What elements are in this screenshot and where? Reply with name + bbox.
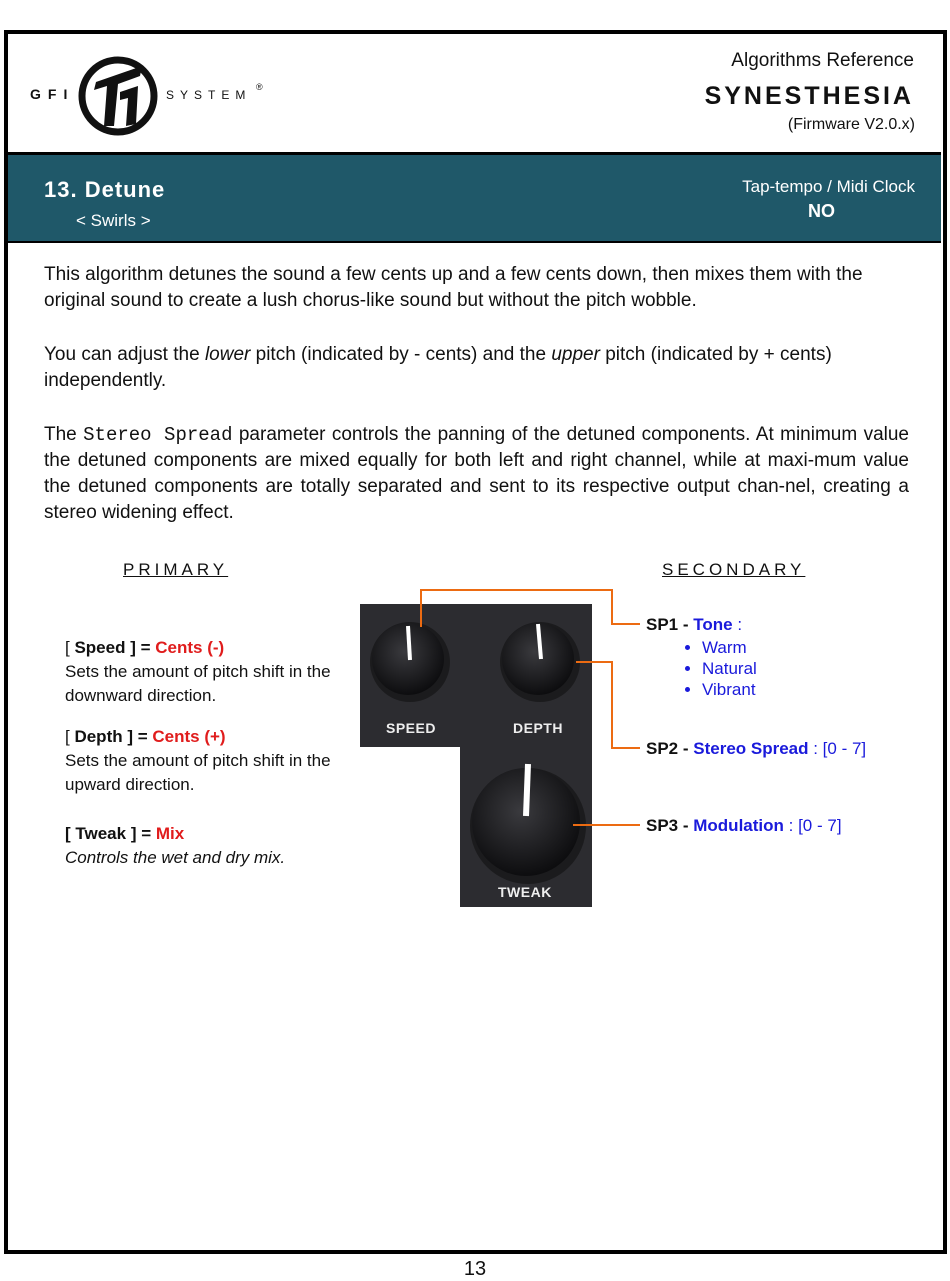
speed-knob-label: SPEED <box>386 720 436 736</box>
sp2-param: SP2 - Stereo Spread : [0 - 7] <box>646 739 867 758</box>
description-paragraph-2: You can adjust the lower pitch (indicated by - cents) and the upper pitch (indicated by + cents) independently. <box>44 344 832 391</box>
tweak-desc: Controls the wet and dry mix. <box>65 848 286 867</box>
primary-heading: PRIMARY <box>123 560 229 579</box>
page-number: 13 <box>463 1258 487 1280</box>
logo-gfi-text: GFI <box>30 86 75 102</box>
sp1-option-warm: • Warm <box>702 637 757 658</box>
tap-tempo-label: Tap-tempo / Midi Clock <box>742 177 915 196</box>
logo-system-text: SYSTEM <box>166 88 252 102</box>
algorithm-title: 13. Detune <box>44 177 166 202</box>
sp1-option-vibrant: • Vibrant <box>702 679 757 700</box>
depth-desc: Sets the amount of pitch shift in the upward direction. <box>65 751 331 794</box>
stereo-spread-code: Stereo Spread <box>83 424 233 446</box>
description-paragraph-1: This algorithm detunes the sound a few cents up and a few cents down, then mixes them with the original sound to create a lush chorus-like sound but without the pitch wobble. <box>44 264 863 311</box>
depth-param: [ Depth ] = Cents (+) Sets the amount of pitch shift in the upward direction. <box>65 725 333 797</box>
secondary-heading: SECONDARY <box>662 560 806 579</box>
reference-label: Algorithms Reference <box>731 50 914 71</box>
product-name: SYNESTHESIA <box>704 82 914 110</box>
sp1-option-natural: • Natural <box>702 658 757 679</box>
sp1-param: SP1 - Tone : • Warm • Natural • Vibrant <box>646 614 757 700</box>
registered-mark: ® <box>256 82 263 92</box>
algorithm-subtitle: < Swirls > <box>76 211 151 230</box>
tweak-knob-label: TWEAK <box>498 884 552 900</box>
sp1-options <box>646 637 757 700</box>
description-paragraph-3: The Stereo Spread parameter controls the panning of the detuned components. At minimum value the detuned components are mixed equally for both left and right channel, while at maxi-mum value the detuned components are totally separated and sent to its respective output chan-nel, creating a stereo widening effect. <box>44 424 909 523</box>
tweak-param: [ Tweak ] = Mix Controls the wet and dry mix. <box>65 824 286 867</box>
firmware-version: (Firmware V2.0.x) <box>787 116 915 133</box>
sp3-param: SP3 - Modulation : [0 - 7] <box>646 816 842 835</box>
speed-param: [ Speed ] = Cents (-) Sets the amount of pitch shift in the downward direction. <box>65 636 333 708</box>
tap-tempo-value: NO <box>808 201 835 221</box>
depth-knob-label: DEPTH <box>513 720 563 736</box>
speed-desc: Sets the amount of pitch shift in the downward direction. <box>65 662 331 705</box>
